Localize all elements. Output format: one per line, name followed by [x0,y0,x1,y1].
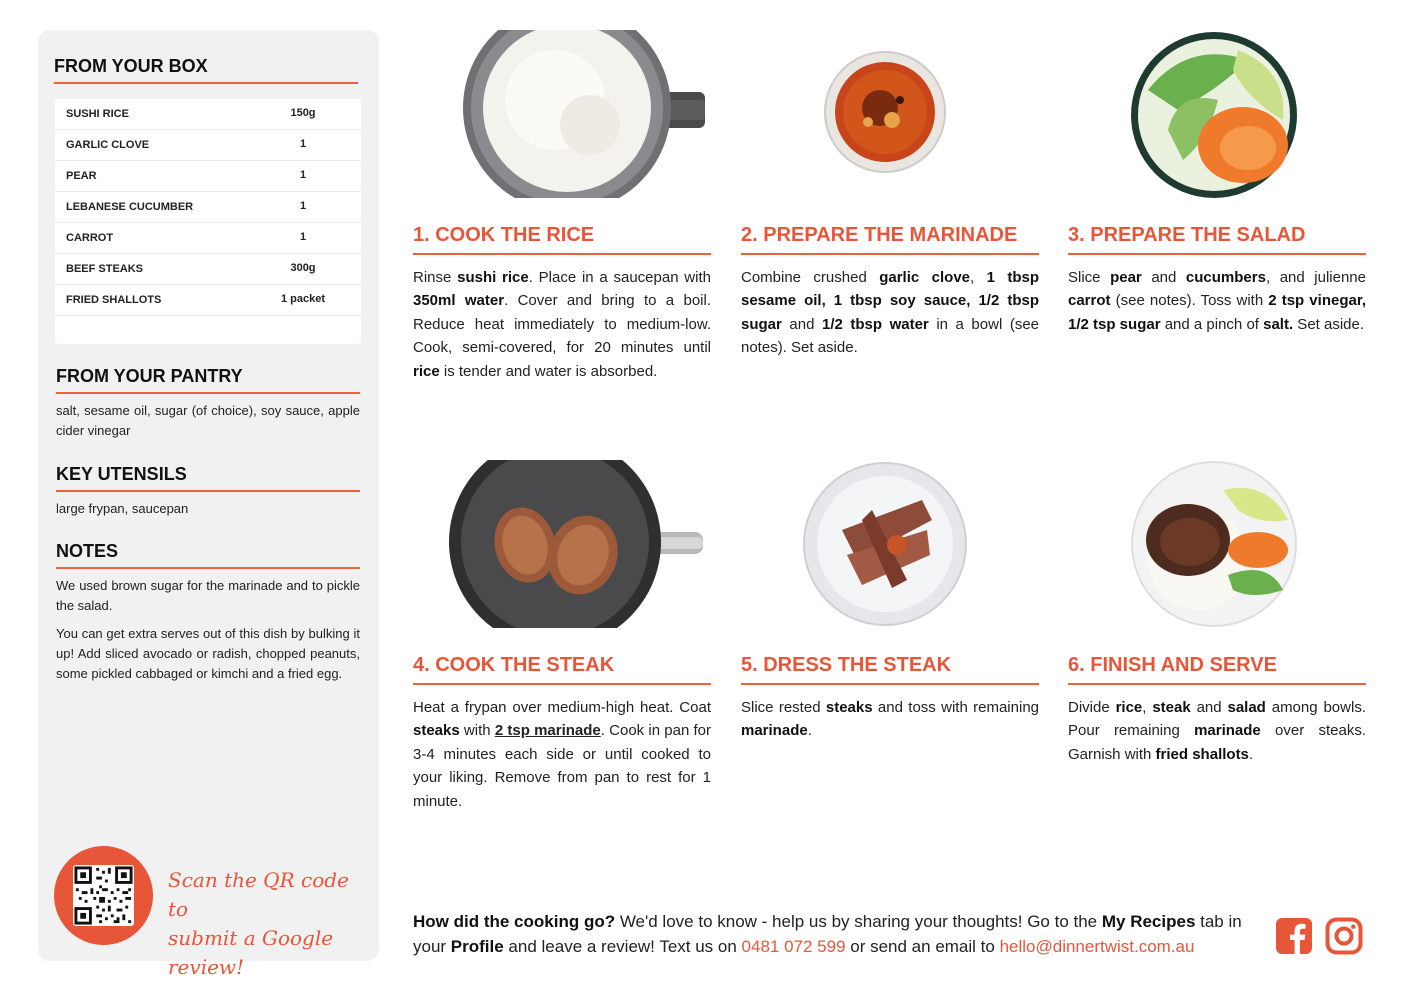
step-3-body [1068,266,1366,336]
from-box-title: FROM YOUR BOX [54,56,358,84]
text-run: and a pinch of [1160,315,1264,333]
text-run: with [459,722,495,740]
text-run: Combine crushed [741,269,880,286]
qr-code-badge[interactable] [54,846,153,945]
ingredient-name: BEEF STEAKS [66,263,144,275]
text-run: and [1141,269,1186,286]
table-row [55,254,361,285]
table-row [55,285,361,316]
note-paragraph: You can get extra serves out of this dish by bulking it up! Add sliced avocado or radish, chopped peanuts, some pickled cabbaged or kimchi and a fried egg. [56,626,360,681]
pantry-text: salt, sesame oil, sugar (of choice), soy sauce, apple cider vinegar [56,403,360,438]
table-row [55,130,361,161]
qr-caption-line: submit a Google review! [168,926,334,979]
bold-text: salt. [1263,315,1294,333]
notes-title: NOTES [56,541,360,569]
text-run: , and julienne [1265,269,1366,286]
rice-saucepan-image [455,30,705,198]
utensils-title: KEY UTENSILS [56,464,360,492]
text-run: . [807,722,812,740]
marinade-bowl-image [820,50,950,175]
bold-text: How did the cooking go? [413,912,616,931]
text-run: tab in your [413,912,1242,956]
step-2-title: 2. PREPARE THE MARINADE [741,224,1039,255]
table-row [55,99,361,130]
ingredient-name: CARROT [66,232,114,244]
utensils-text: large frypan, saucepan [56,501,189,516]
bold-text: carrot [1068,292,1111,310]
ingredient-name: SUSHI RICE [66,108,129,120]
feedback-footer [413,909,1263,959]
note-paragraph: We used brown sugar for the marinade and to pickle the salad. [56,578,360,613]
text-run: Set aside. [1293,315,1365,333]
bold-text: 2 tsp vinegar, 1/2 tsp sugar [1068,292,1367,333]
step-1-title: 1. COOK THE RICE [413,224,711,255]
bold-text: My Recipes [1101,912,1196,931]
bold-text: salad [1227,699,1266,716]
bold-text: sushi rice [457,269,529,286]
text-run: . Cook in pan for 3-4 minutes each side or until cooked to your liking. Remove from pan to rest for 1 minute. [413,722,712,810]
underlined-text: 2 tsp marinade [494,722,601,740]
ingredient-name: GARLIC CLOVE [66,139,150,151]
bold-text: steak [1152,699,1191,716]
ingredient-qty: 300g [290,262,316,274]
bold-text: garlic clove [879,269,971,286]
text-run: . Place in a saucepan with [528,269,711,286]
bold-text: 350ml water [413,292,505,310]
qr-caption-line: Scan the QR code to [168,868,349,921]
qr-code [73,865,134,926]
ingredient-name: LEBANESE CUCUMBER [66,201,194,213]
bold-text: marinade [1194,722,1261,740]
ingredient-qty: 150g [290,107,316,119]
text-run: Divide [1068,699,1116,716]
text-run: We'd love to know - help us by sharing your thoughts! Go to the [615,912,1102,931]
bold-text: rice [413,362,440,380]
facebook-icon [1275,917,1313,955]
text-run: among bowls. Pour remaining [1068,699,1366,740]
bold-text: Profile [450,937,504,956]
bold-text: fried shallots [1155,745,1249,763]
ingredient-qty: 1 [299,169,307,181]
ingredient-name: FRIED SHALLOTS [66,294,162,306]
step-3-title: 3. PREPARE THE SALAD [1068,224,1366,255]
facebook-link[interactable] [1275,917,1313,955]
text-run: and [781,315,822,333]
step-4-title: 4. COOK THE STEAK [413,654,711,685]
instagram-icon [1325,917,1363,955]
step-5-body [741,696,1039,743]
text-run: Slice rested [741,699,826,716]
text-run: (see notes). Toss with [1110,292,1269,310]
finished-dish-image [1128,460,1300,628]
text-run: or send an email to [845,937,1000,956]
bold-text: cucumbers [1185,269,1266,286]
accent-text[interactable]: hello@dinnertwist.com.au [999,937,1195,956]
bold-text: rice [1115,699,1143,716]
ingredient-qty: 1 packet [280,293,326,305]
text-run: , [970,269,987,286]
text-run: Heat a frypan over medium-high heat. Coat [413,699,711,716]
text-run: Rinse [413,269,458,286]
text-run: . [1248,745,1254,763]
accent-text[interactable]: 0481 072 599 [741,937,846,956]
bold-text: marinade [741,722,808,740]
text-run: and toss with remaining [872,699,1039,716]
pantry-title: FROM YOUR PANTRY [56,366,360,394]
step-1-body [413,266,711,383]
table-row [55,192,361,223]
steak-frypan-image [445,460,703,628]
salad-bowl-image [1128,30,1300,200]
bold-text: steaks [825,699,873,716]
text-run: in a bowl (see notes). Set aside. [741,315,1039,357]
step-5-title: 5. DRESS THE STEAK [741,654,1039,685]
text-run: Slice [1068,269,1111,286]
instagram-link[interactable] [1325,917,1363,955]
step-6-body [1068,696,1366,766]
step-4-body [413,696,711,813]
text-run: over steaks. Garnish with [1068,722,1366,763]
ingredient-qty: 1 [299,200,307,212]
step-2-body [741,266,1039,360]
sidebar-panel [38,30,379,979]
bold-text: 1/2 tbsp water [821,315,929,333]
qr-caption [168,866,368,982]
text-run: and leave a review! Text us on [503,937,742,956]
table-row [55,161,361,192]
bold-text: 1 tbsp sesame oil, 1 tbsp soy sauce, 1/2 tbsp sugar [741,269,1040,333]
ingredients-table [55,99,361,344]
ingredient-qty: 1 [299,231,307,243]
text-run: is tender and water is absorbed. [439,362,658,380]
table-row [55,223,361,254]
dressed-steak-image [802,460,968,628]
text-run: and [1190,699,1228,716]
bold-text: pear [1110,269,1142,286]
ingredient-qty: 1 [299,138,307,150]
step-6-title: 6. FINISH AND SERVE [1068,654,1366,685]
ingredient-name: PEAR [66,170,97,182]
text-run: , [1142,699,1153,716]
text-run: . Cover and bring to a boil. Reduce heat immediately to medium-low. Cook, semi-covered, for 20 minutes until [413,292,712,357]
bold-text: steaks [413,722,460,740]
qr-code-icon [73,865,134,926]
